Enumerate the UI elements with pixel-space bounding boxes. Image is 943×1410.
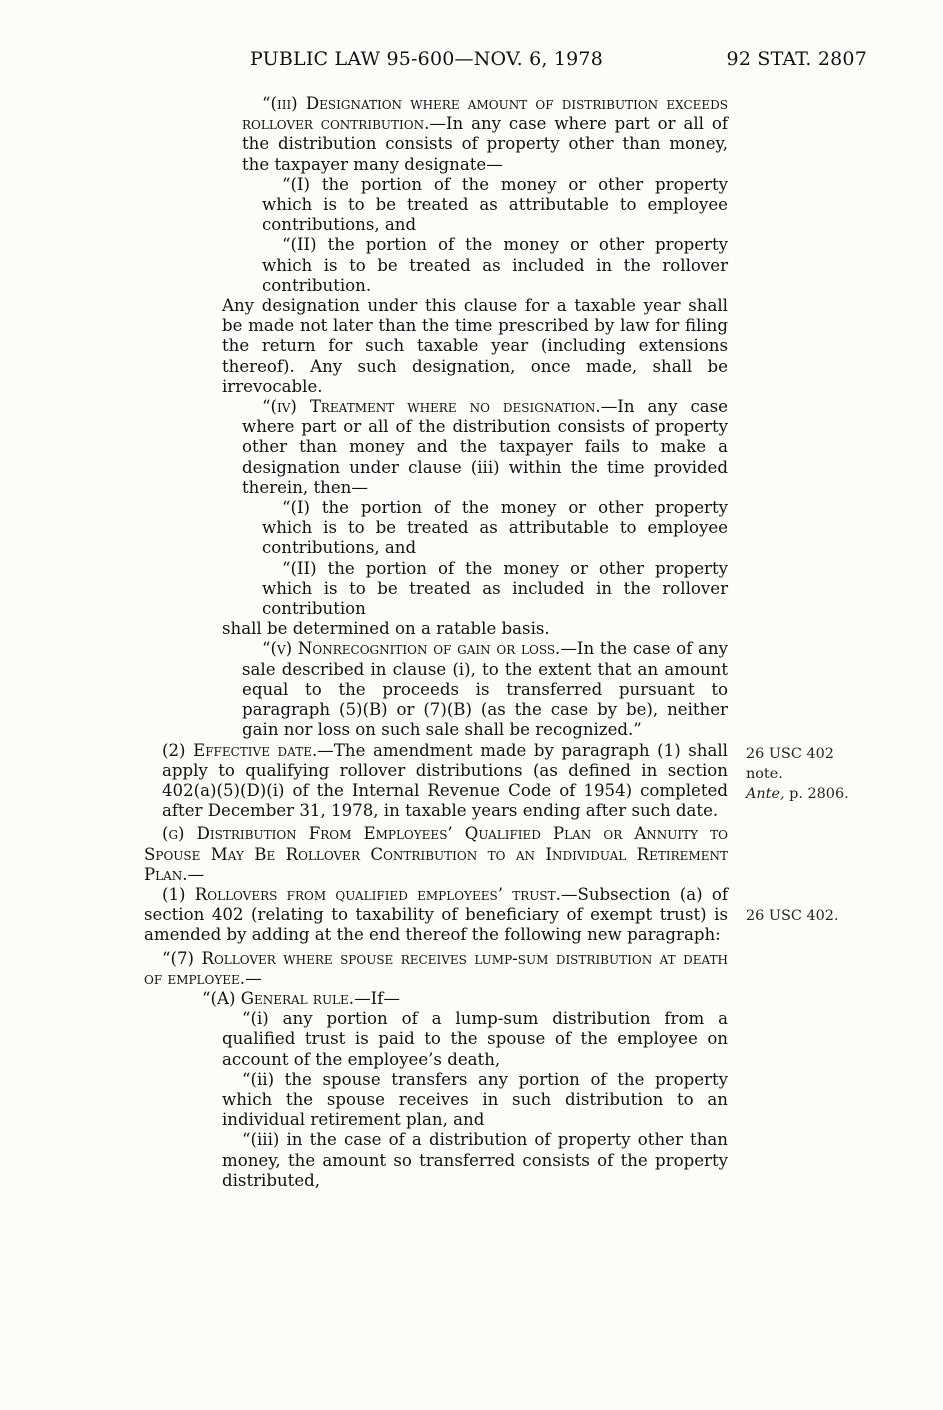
new-paragraph-7 bbox=[144, 946, 728, 989]
clause-iii-subclause-II: “(II) the portion of the money or other property which is to be treated as included in the rollover contribution. bbox=[262, 235, 728, 295]
page-number-header: 92 STAT. 2807 bbox=[726, 48, 867, 70]
subparagraph-A-heading: “(A) General rule. bbox=[202, 988, 355, 1008]
clause-iv-text: —In any case where part or all of the distribution consists of property other than money and the taxpayer fails to make a designation under clause (iii) within the time provided therein, then— bbox=[242, 397, 728, 497]
clause-v-text: —In the case of any sale described in clause (i), to the extent that an amount equal to the proceeds is transferred pursuant to paragraph (5)(B) or (7)(B) (as the case by be), neither gain nor loss on such sale shall be recognized.” bbox=[242, 639, 728, 740]
margin-note-usc-402: 26 USC 402. bbox=[746, 908, 839, 924]
subsection-g bbox=[144, 821, 728, 885]
paragraph-7-dash: — bbox=[245, 968, 262, 988]
subparagraph-A-clause-ii: “(ii) the spouse transfers any portion of the property which the spouse receives in such distribution to an individual retirement plan, and bbox=[222, 1069, 728, 1130]
paragraph-2-effective-date bbox=[144, 741, 728, 822]
subparagraph-A bbox=[144, 989, 728, 1009]
paragraph-1-heading: (1) Rollovers from qualified employees’ trust. bbox=[162, 884, 561, 904]
clause-iv-subclause-I: “(I) the portion of the money or other property which is to be treated as attributable to employee contributions, and bbox=[262, 498, 728, 558]
clause-iv bbox=[144, 397, 728, 498]
running-header-left: PUBLIC LAW 95-600—NOV. 6, 1978 bbox=[250, 48, 603, 70]
clause-iii-text: —In any case where part or all of the distribution consists of property other than money, the taxpayer many designate— bbox=[242, 114, 728, 174]
subsection-g-dash: — bbox=[187, 864, 205, 884]
clause-v bbox=[144, 639, 728, 740]
clause-iii-heading: “(iii) Designation where amount of distribution exceeds rollover contribution. bbox=[242, 94, 728, 134]
margin-note-note-line: note. bbox=[746, 766, 783, 783]
paragraph-1-rollovers bbox=[144, 885, 728, 946]
clause-iii bbox=[144, 94, 728, 175]
clause-v-heading: “(v) Nonrecognition of gain or loss. bbox=[262, 639, 561, 659]
margin-note-ante bbox=[746, 784, 849, 804]
subsection-g-heading: (g) Distribution From Employees’ Qualified Plan or Annuity to Spouse May Be Rollover Contribution to an Individual Retirement Plan. bbox=[144, 824, 728, 884]
clause-iv-tail: shall be determined on a ratable basis. bbox=[222, 619, 550, 639]
paragraph-7-heading: “(7) Rollover where spouse receives lump-sum distribution at death of employee. bbox=[144, 948, 728, 988]
subparagraph-A-clause-i: “(i) any portion of a lump-sum distribution from a qualified trust is paid to the spouse of the employee on account of the employee’s death, bbox=[222, 1009, 728, 1069]
margin-note-ante-page: p. 2806. bbox=[784, 786, 849, 802]
clause-iv-heading: “(iv) Treatment where no designation. bbox=[262, 397, 601, 417]
margin-note-usc-note bbox=[746, 744, 834, 784]
paragraph-1-text: —Subsection (a) of section 402 (relating to taxability of beneficiary of exempt trust) is amended by adding at the end thereof the following new paragraph: bbox=[144, 884, 728, 945]
subparagraph-A-clause-iii: “(iii) in the case of a distribution of property other than money, the amount so transferred consists of the property distributed, bbox=[222, 1130, 728, 1190]
margin-note-ante-italic: Ante, bbox=[746, 786, 785, 802]
margin-note-usc-line: 26 USC 402 bbox=[746, 746, 834, 762]
paragraph-2-text: —The amendment made by paragraph (1) shall apply to qualifying rollover distributions (as defined in section 402(a)(5)(D)(i) of the Internal Revenue Code of 1954) completed after December 31, 1978, in taxable years ending after such date. bbox=[162, 740, 728, 821]
subparagraph-A-text: —If— bbox=[354, 988, 400, 1008]
paragraph-2-heading: (2) Effective date. bbox=[162, 740, 318, 760]
clause-iii-tail: Any designation under this clause for a taxable year shall be made not later than the time prescribed by law for filing the return for such taxable year (including extensions thereof). Any such designation, once made, shall be irrevocable. bbox=[222, 296, 728, 396]
clause-iii-subclause-I: “(I) the portion of the money or other property which is to be treated as attributable to employee contributions, and bbox=[262, 174, 728, 235]
main-text-column bbox=[144, 94, 728, 1191]
clause-iv-subclause-II: “(II) the portion of the money or other property which is to be treated as included in the rollover contribution bbox=[262, 558, 728, 619]
